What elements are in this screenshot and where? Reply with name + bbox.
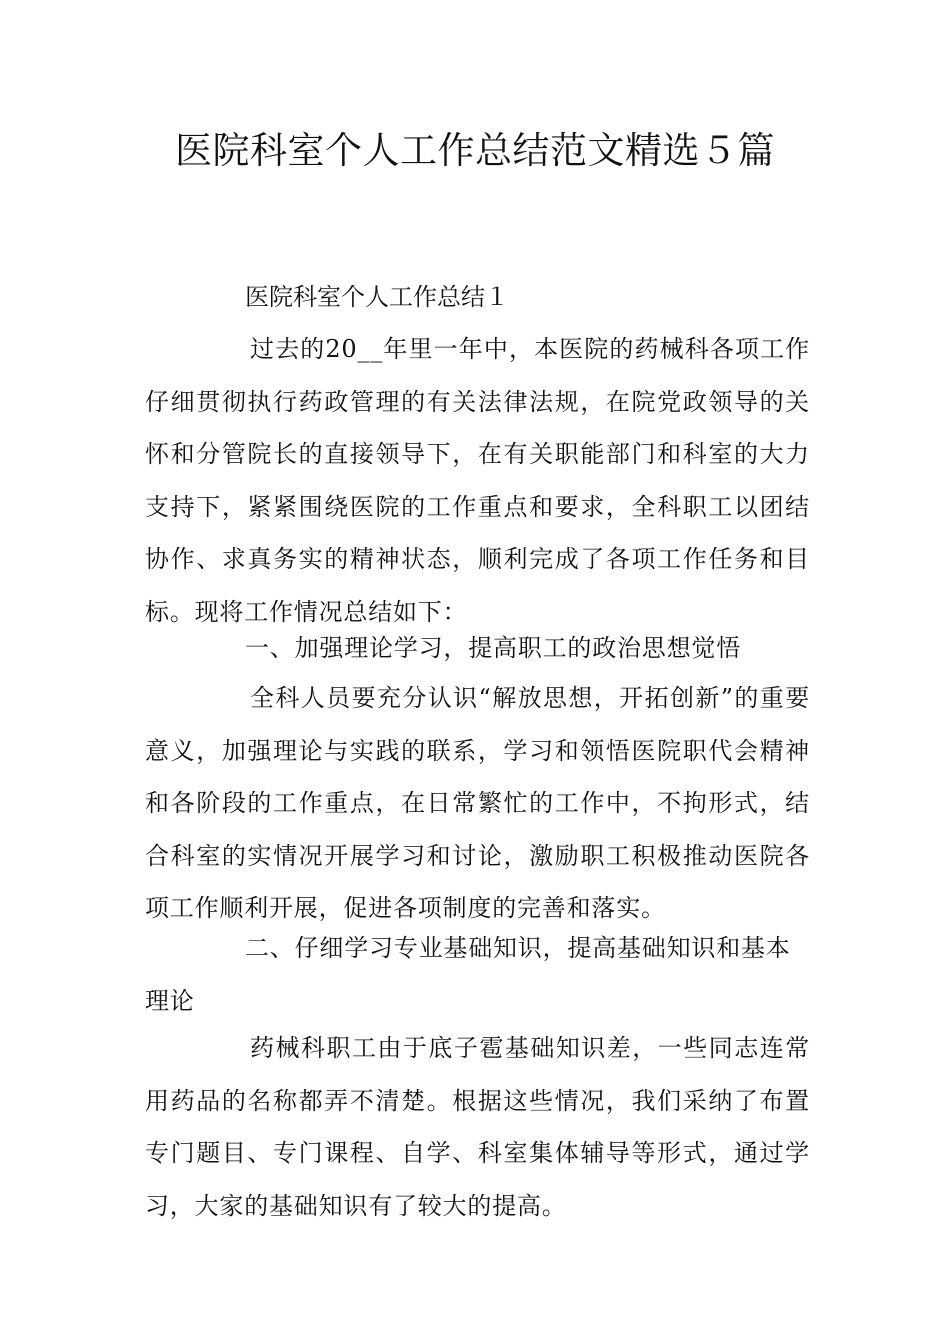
section-heading-1: 一、加强理论学习，提高职工的政治思想觉悟 xyxy=(245,634,741,662)
section-heading-2: 二、仔细学习专业基础知识，提高基础知识和基本理论 xyxy=(145,934,791,1015)
paragraph-intro: 过去的20__年里一年中，本医院的药械科各项工作仔细贯彻执行药政管理的有关法律法规，在院党政领导的关怀和分管院长的直接领导下，在有关职能部门和科室的大力支持下，紧紧围绕医院的工作重点和要求，全科职工以团结协作、求真务实的精神状态，顺利完成了各项工作任务和目标。现将工作情况总结如下： xyxy=(145,335,810,626)
section-subtitle: 医院科室个人工作总结１ xyxy=(245,283,509,311)
document-title: 医院科室个人工作总结范文精选５篇 xyxy=(175,129,775,172)
paragraph-theory-study: 全科人员要充分认识“解放思想，开拓创新”的重要意义，加强理论与实践的联系，学习和领悟医院职代会精神和各阶段的工作重点，在日常繁忙的工作中，不拘形式，结合科室的实情况开展学习和讨论，激励职工积极推动医院各项工作顺利开展，促进各项制度的完善和落实。 xyxy=(145,684,810,922)
paragraph-basic-knowledge: 药械科职工由于底子雹基础知识差，一些同志连常用药品的名称都弄不清楚。根据这些情况，我们采纳了布置专门题目、专门课程、自学、科室集体辅导等形式，通过学习，大家的基础知识有了较大的提高。 xyxy=(145,1034,810,1220)
